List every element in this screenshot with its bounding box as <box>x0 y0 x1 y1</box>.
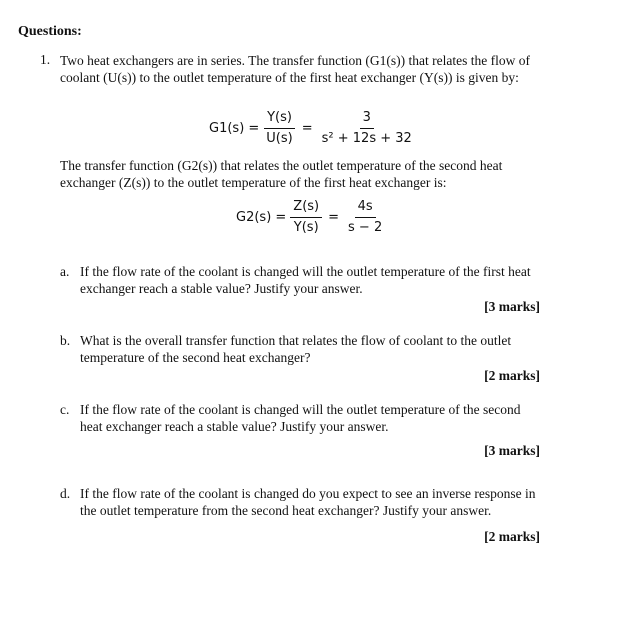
fraction-y-over-u <box>263 110 295 147</box>
equals-sign: = <box>328 209 340 225</box>
part-label: b. <box>60 333 71 348</box>
fraction-g1-value <box>319 110 415 147</box>
fraction-denominator: Y(s) <box>293 220 319 235</box>
part-a-marks: [3 marks] <box>484 299 540 314</box>
question-number: 1. <box>40 52 51 67</box>
question-second-paragraph: The transfer function (G2(s)) that relates the outlet temperature of the second heat exchanger (Z(s)) to the outlet temperature of the first heat exchanger is: <box>60 158 503 190</box>
fraction-numerator: 3 <box>360 110 374 129</box>
fraction-numerator: 4s <box>355 199 376 218</box>
part-b-marks: [2 marks] <box>484 368 540 383</box>
part-text: If the flow rate of the coolant is changed do you expect to see an inverse response in the outlet temperature from the second heat exchanger? Justify your answer. <box>80 486 536 518</box>
fraction-numerator: Y(s) <box>264 110 295 129</box>
equals-sign: = <box>301 120 313 136</box>
part-label: d. <box>60 486 71 501</box>
fraction-g2-value <box>345 199 385 236</box>
fraction-denominator: s² + 12s + 32 <box>321 131 412 146</box>
part-text: If the flow rate of the coolant is changed will the outlet temperature of the second heat exchanger reach a stable value? Justify your answer. <box>80 402 521 434</box>
part-c-marks: [3 marks] <box>484 443 540 458</box>
equation-g2 <box>236 199 389 236</box>
fraction-z-over-y <box>290 199 322 236</box>
part-text: If the flow rate of the coolant is changed will the outlet temperature of the first heat exchanger reach a stable value? Justify your answer. <box>80 264 531 296</box>
question-intro: Two heat exchangers are in series. The transfer function (G1(s)) that relates the flow of coolant (U(s)) to the outlet temperature of the first heat exchanger (Y(s)) is given by: <box>60 53 530 85</box>
fraction-denominator: s − 2 <box>348 220 383 235</box>
part-text: What is the overall transfer function that relates the flow of coolant to the outlet temperature of the second heat exchanger? <box>80 333 512 365</box>
equation-g1-lhs: G1(s) = <box>209 120 260 136</box>
equation-g1 <box>209 110 419 147</box>
questions-heading: Questions: <box>18 24 82 39</box>
fraction-denominator: U(s) <box>266 131 293 146</box>
part-d-marks: [2 marks] <box>484 529 540 544</box>
fraction-numerator: Z(s) <box>290 199 322 218</box>
equation-g2-lhs: G2(s) = <box>236 209 287 225</box>
part-label: a. <box>60 264 70 279</box>
part-label: c. <box>60 402 70 417</box>
